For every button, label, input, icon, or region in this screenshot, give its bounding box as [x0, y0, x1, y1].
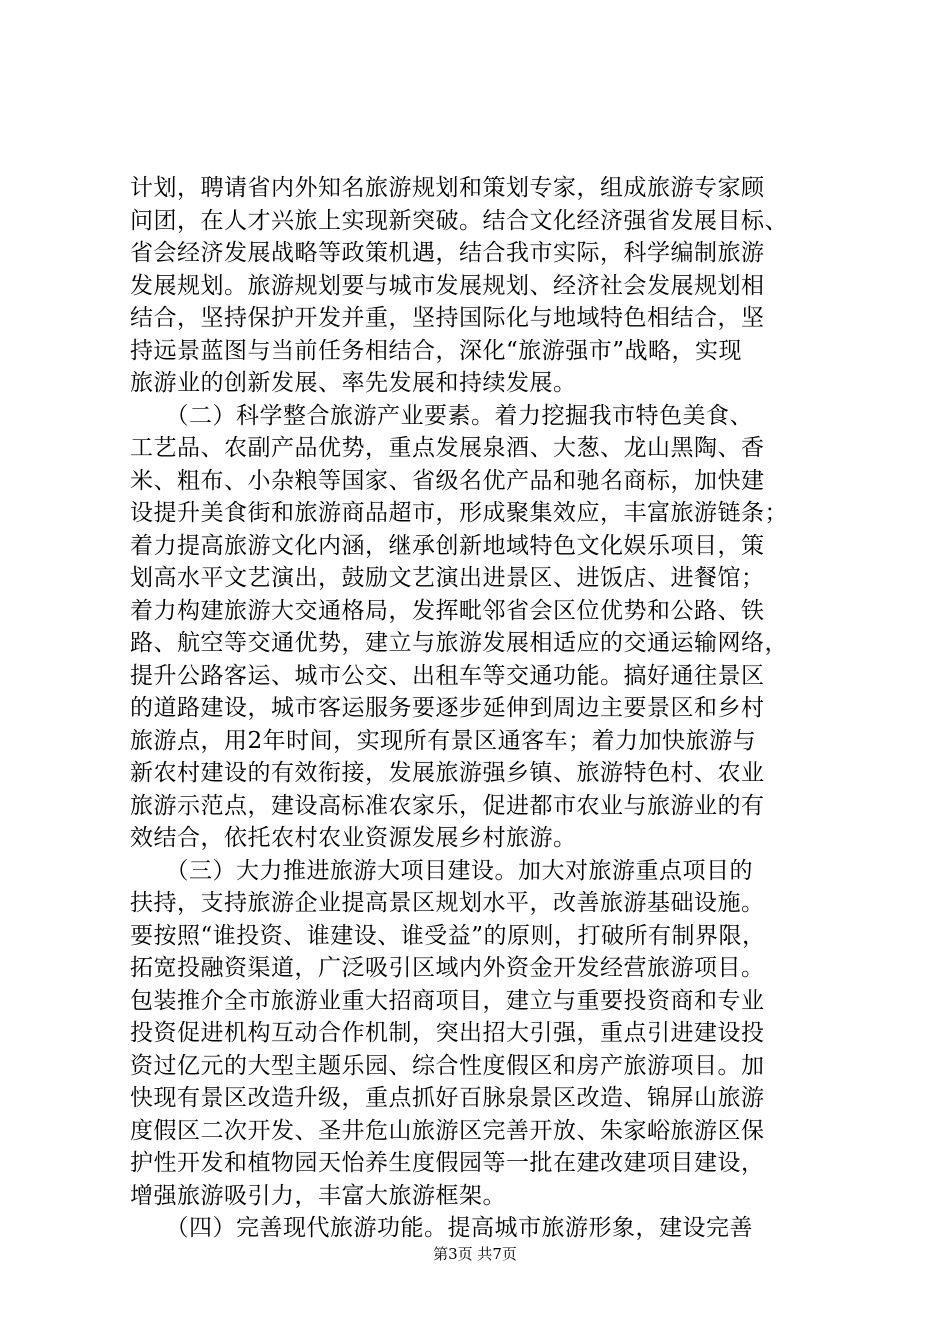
text-line: 着力构建旅游大交通格局，发挥毗邻省会区位优势和公路、铁	[130, 597, 765, 624]
text-line: 拓宽投融资渠道，广泛吸引区域内外资金开发经营旅游项目。	[130, 955, 765, 981]
text-line: 工艺品、农副产品优势，重点发展泉酒、大葱、龙山黑陶、香	[130, 435, 765, 461]
text-line: 度假区二次开发、圣井危山旅游区完善开放、朱家峪旅游区保	[130, 1117, 765, 1144]
text-line: 的道路建设，城市客运服务要逐步延伸到周边主要景区和乡村	[130, 695, 765, 721]
text-line: 增强旅游吸引力，丰富大旅游框架。	[130, 1182, 506, 1209]
text-line: 要按照“谁投资、谁建设、谁受益”的原则，打破所有制界限，	[130, 922, 766, 949]
text-line: 结合，坚持保护开发并重，坚持国际化与地域特色相结合，坚	[130, 305, 765, 331]
text-line: 效结合，依托农村农业资源发展乡村旅游。	[130, 825, 577, 851]
text-line: 旅游业的创新发展、率先发展和持续发展。	[130, 370, 577, 396]
text-line: 资过亿元的大型主题乐园、综合性度假区和房产旅游项目。加	[130, 1052, 765, 1079]
text-line: 护性开发和植物园天怡养生度假园等一批在建改建项目建设，	[130, 1150, 765, 1176]
text-line: 提升公路客运、城市公交、出租车等交通功能。搞好通往景区	[130, 662, 765, 689]
body-text	[130, 172, 835, 1245]
text-line: （三）大力推进旅游大项目建设。加大对旅游重点项目的	[130, 857, 753, 884]
text-line: 新农村建设的有效衔接，发展旅游强乡镇、旅游特色村、农业	[130, 760, 765, 786]
text-line: 问团，在人才兴旅上实现新突破。结合文化经济强省发展目标、	[130, 207, 788, 234]
page-number-footer: 第3页 共7页	[433, 1245, 517, 1263]
text-line: 投资促进机构互动合作机制，突出招大引强，重点引进建设投	[130, 1020, 765, 1046]
text-line: 持远景蓝图与当前任务相结合，深化“旅游强市”战略，实现	[130, 337, 743, 364]
text-line: 着力提高旅游文化内涵，继承创新地域特色文化娱乐项目，策	[130, 532, 765, 559]
text-line: 扶持，支持旅游企业提高景区规划水平，改善旅游基础设施。	[130, 890, 765, 916]
text-line: 旅游示范点，建设高标准农家乐，促进都市农业与旅游业的有	[130, 792, 765, 819]
text-line: （四）完善现代旅游功能。提高城市旅游形象，建设完善	[130, 1215, 753, 1241]
text-line: 包装推介全市旅游业重大招商项目，建立与重要投资商和专业	[130, 987, 765, 1014]
text-line: 发展规划。旅游规划要与城市发展规划、经济社会发展规划相	[130, 272, 765, 299]
text-line: 省会经济发展战略等政策机遇，结合我市实际，科学编制旅游	[130, 240, 765, 266]
text-line: 划高水平文艺演出，鼓励文艺演出进景区、进饭店、进餐馆；	[130, 565, 765, 591]
text-line: 计划，聘请省内外知名旅游规划和策划专家，组成旅游专家顾	[130, 175, 765, 201]
text-line: 快现有景区改造升级，重点抓好百脉泉景区改造、锦屏山旅游	[130, 1085, 765, 1111]
text-line: 旅游点，用2年时间，实现所有景区通客车；着力加快旅游与	[130, 727, 757, 754]
text-line: 设提升美食街和旅游商品超市，形成聚集效应，丰富旅游链条；	[130, 500, 788, 526]
text-line: 路、航空等交通优势，建立与旅游发展相适应的交通运输网络，	[130, 630, 788, 656]
text-line: （二）科学整合旅游产业要素。着力挖掘我市特色美食、	[130, 402, 753, 429]
text-line: 米、粗布、小杂粮等国家、省级名优产品和驰名商标，加快建	[130, 467, 765, 494]
